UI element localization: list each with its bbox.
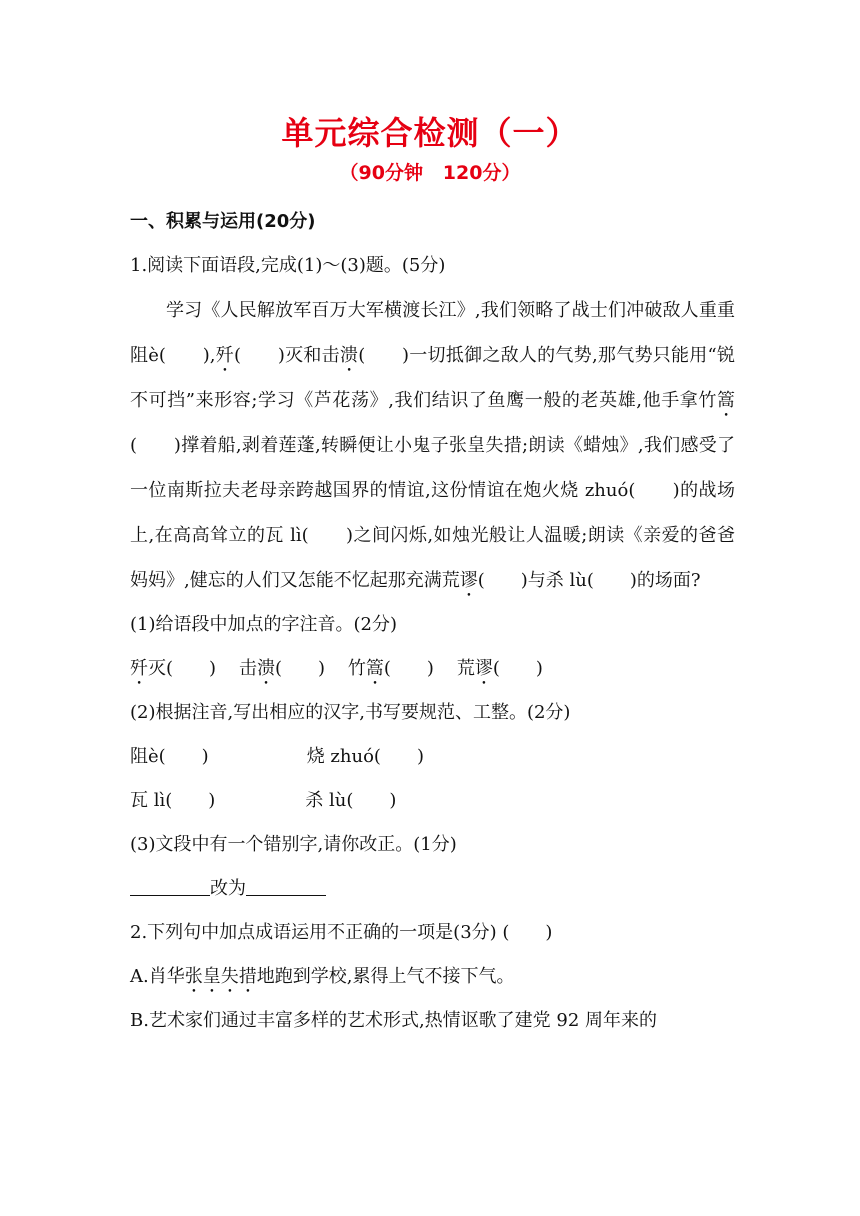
reading-passage: 学习《人民解放军百万大军横渡长江》,我们领略了战士们冲破敌人重重阻è( ),歼( )灭和击溃( )一切抵御之敌人的气势,那气势只能用“锐不可挡”来形容;学习《芦花荡》,我们结识了鱼鹰一般的老英雄,他手拿竹篙( )撑着船,剥着莲蓬,转瞬便让小鬼子张皇失措;朗读《蜡烛》,我们感受了一位南斯拉夫老母亲跨越国界的情谊,这份情谊在炮火烧 zhuó( )的战场上,在高高耸立的瓦 lì( )之间闪烁,如烛光般让人温暖;朗读《亲爱的爸爸妈妈》,健忘的人们又怎能不忆起那充满荒谬( )与杀 lù( )的场面?: [130, 300, 735, 591]
sub-question-3: (3)文段中有一个错别字,请你改正。(1分): [130, 834, 457, 855]
hanzi-row-2: 瓦 lì( ) 杀 lù( ): [130, 790, 397, 811]
dotted-idiom: 张皇失措: [184, 966, 257, 987]
document-body: [130, 200, 735, 1043]
answer-blank[interactable]: [130, 877, 210, 896]
dotted-char: 歼: [215, 345, 235, 366]
dotted-char: 歼: [130, 658, 148, 679]
dotted-char: 溃: [256, 658, 275, 679]
pinyin-row: 歼灭( ) 击溃( ) 竹篙( ) 荒谬( ): [130, 658, 543, 679]
section-heading: 一、积累与运用(20分): [130, 211, 316, 232]
sub-question-2: (2)根据注音,写出相应的汉字,书写要规范、工整。(2分): [130, 702, 571, 723]
option-a: A.肖华张皇失措地跑到学校,累得上气不接下气。: [130, 966, 515, 987]
hanzi-row-1: 阻è( ) 烧 zhuó( ): [130, 746, 424, 767]
dotted-char: 篙: [365, 658, 384, 679]
dotted-char: 谬: [459, 570, 478, 591]
option-b: B.艺术家们通过丰富多样的艺术形式,热情讴歌了建党 92 周年来的: [130, 1010, 658, 1031]
answer-blank[interactable]: [246, 877, 326, 896]
dotted-char: 溃: [339, 345, 359, 366]
question-2-stem: 2.下列句中加点成语运用不正确的一项是(3分) ( ): [130, 922, 553, 943]
sub-question-1: (1)给语段中加点的字注音。(2分): [130, 614, 397, 635]
page-subtitle: （90分钟 120分）: [339, 162, 521, 184]
question-1-stem: 1.阅读下面语段,完成(1)～(3)题。(5分): [130, 255, 446, 276]
page-title: 单元综合检测（一）: [281, 114, 579, 152]
dotted-char: 篙: [717, 390, 735, 411]
correction-row: 改为: [130, 867, 735, 911]
dotted-char: 谬: [474, 658, 493, 679]
